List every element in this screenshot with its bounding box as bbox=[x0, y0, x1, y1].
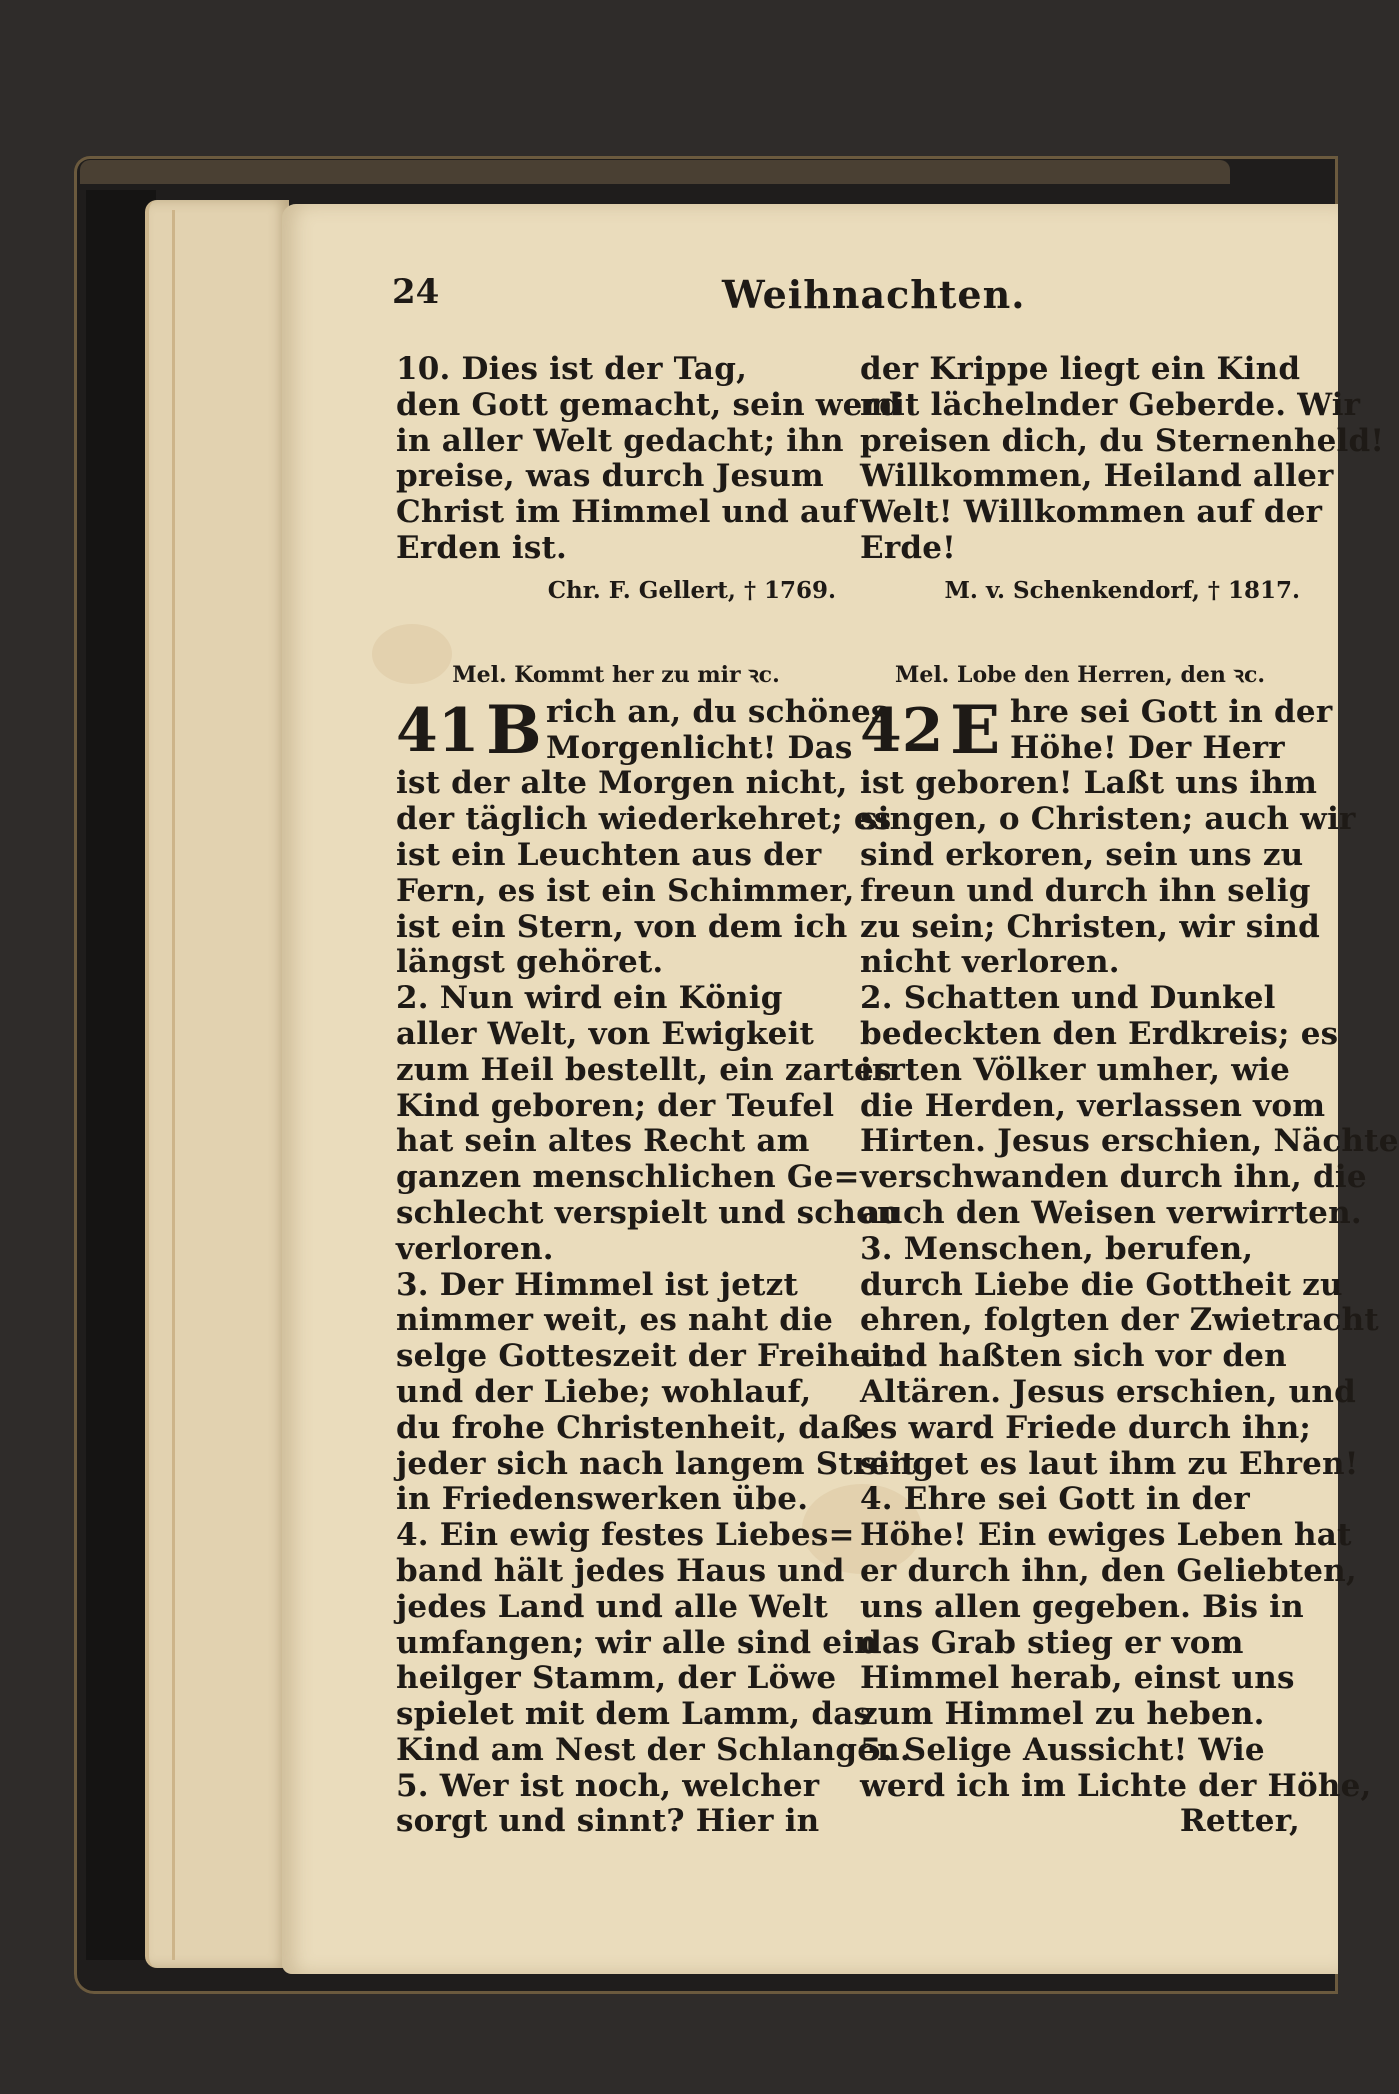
text-line: du frohe Christenheit, daß bbox=[396, 1409, 865, 1446]
drop-initial: E bbox=[950, 690, 1001, 769]
text-line: spielet mit dem Lamm, das bbox=[396, 1696, 872, 1733]
text-line: 10. Dies ist der Tag, bbox=[396, 351, 748, 387]
text-line: freun und durch ihn selig bbox=[860, 872, 1311, 909]
text-line: heilger Stamm, der Löwe bbox=[396, 1660, 837, 1697]
text-line: Altären. Jesus erschien, und bbox=[860, 1373, 1356, 1410]
drop-initial: B bbox=[486, 690, 542, 769]
verse-continuation bbox=[860, 351, 1385, 567]
text-line: 2. Nun wird ein König bbox=[396, 980, 783, 1017]
hymn-42-body bbox=[860, 765, 1399, 1804]
text-line: Erde! bbox=[860, 529, 956, 566]
text-line: Erden ist. bbox=[396, 529, 568, 566]
text-line: 4. Ein ewig festes Liebes= bbox=[396, 1517, 855, 1554]
text-line: rich an, du schönes bbox=[546, 693, 889, 730]
page-stack bbox=[145, 200, 289, 1968]
text-line: und haßten sich vor den bbox=[860, 1338, 1287, 1375]
text-line: ist der alte Morgen nicht, bbox=[396, 765, 848, 802]
text-line: auch den Weisen verwirrten. bbox=[860, 1194, 1362, 1231]
text-line: Fern, es ist ein Schimmer, bbox=[396, 872, 855, 909]
text-line: schlecht verspielt und schon bbox=[396, 1194, 900, 1231]
text-line: 3. Menschen, berufen, bbox=[860, 1230, 1254, 1267]
text-line: zu sein; Christen, wir sind bbox=[860, 908, 1321, 945]
text-line: zum Heil bestellt, ein zartes bbox=[396, 1051, 892, 1088]
text-line: es ward Friede durch ihn; bbox=[860, 1409, 1312, 1446]
hymn-heading bbox=[860, 690, 1333, 769]
text-line: die Herden, verlassen vom bbox=[860, 1087, 1326, 1124]
text-line: Himmel herab, einst uns bbox=[860, 1660, 1295, 1697]
text-line: Hirten. Jesus erschien, Nächte bbox=[860, 1123, 1399, 1160]
book-cover-edge bbox=[80, 160, 1230, 184]
text-line: umfangen; wir alle sind ein bbox=[396, 1624, 877, 1661]
right-column bbox=[860, 351, 1399, 1840]
text-line: mit lächelnder Geberde. Wir bbox=[860, 386, 1361, 423]
text-line: Kind geboren; der Teufel bbox=[396, 1087, 835, 1124]
text-line: bedeckten den Erdkreis; es bbox=[860, 1015, 1339, 1052]
text-line: das Grab stieg er vom bbox=[860, 1624, 1244, 1661]
verse-10 bbox=[396, 351, 902, 567]
hymn-heading bbox=[396, 690, 889, 769]
melody-note: Mel. Lobe den Herren, den ꝛc. bbox=[894, 661, 1266, 688]
text-line: sind erkoren, sein uns zu bbox=[860, 836, 1304, 873]
text-line: in Friedenswerken übe. bbox=[396, 1481, 809, 1518]
text-line: ist ein Leuchten aus der bbox=[396, 836, 822, 873]
text-line: preisen dich, du Sternenheld! bbox=[860, 422, 1385, 459]
text-line: Welt! Willkommen auf der bbox=[860, 494, 1323, 531]
text-line: Morgenlicht! Das bbox=[546, 729, 853, 766]
text-line: ist geboren! Laßt uns ihm bbox=[860, 765, 1318, 802]
text-line: der täglich wiederkehret; es bbox=[396, 801, 892, 838]
running-title: Weihnachten. bbox=[722, 272, 1026, 317]
text-line: verloren. bbox=[396, 1230, 554, 1267]
text-line: der Krippe liegt ein Kind bbox=[860, 351, 1301, 387]
page-number: 24 bbox=[392, 272, 440, 312]
hymn-author: Chr. F. Gellert, † 1769. bbox=[547, 576, 836, 604]
text-line: 5. Wer ist noch, welcher bbox=[396, 1767, 820, 1804]
text-line: hat sein altes Recht am bbox=[396, 1123, 810, 1160]
melody-note: Mel. Kommt her zu mir ꝛc. bbox=[452, 661, 780, 688]
page-header bbox=[392, 272, 1292, 332]
text-line: band hält jedes Haus und bbox=[396, 1552, 845, 1589]
text-line: ehren, folgten der Zwietracht bbox=[860, 1302, 1379, 1339]
text-line: werd ich im Lichte der Höhe, bbox=[860, 1767, 1372, 1804]
text-line: zum Himmel zu heben. bbox=[860, 1696, 1265, 1733]
text-line: singen, o Christen; auch wir bbox=[860, 801, 1356, 838]
text-line: nicht verloren. bbox=[860, 944, 1120, 981]
page-stack-fold bbox=[172, 210, 175, 1960]
catchword: Retter, bbox=[1179, 1803, 1300, 1840]
text-line: den Gott gemacht, sein werd bbox=[396, 386, 902, 423]
text-line: verschwanden durch ihn, die bbox=[860, 1159, 1367, 1196]
text-line: Höhe! Der Herr bbox=[1010, 729, 1285, 766]
text-line: selge Gotteszeit der Freiheit bbox=[396, 1338, 897, 1375]
text-line: jeder sich nach langem Streit bbox=[396, 1445, 916, 1482]
text-line: aller Welt, von Ewigkeit bbox=[396, 1015, 815, 1052]
text-line: Höhe! Ein ewiges Leben hat bbox=[860, 1517, 1352, 1554]
text-line: in aller Welt gedacht; ihn bbox=[396, 422, 844, 459]
text-line: 3. Der Himmel ist jetzt bbox=[396, 1266, 798, 1303]
text-line: preise, was durch Jesum bbox=[396, 458, 824, 495]
hymn-author: M. v. Schenkendorf, † 1817. bbox=[944, 576, 1300, 604]
text-line: nimmer weit, es naht die bbox=[396, 1302, 834, 1339]
text-line: Willkommen, Heiland aller bbox=[860, 458, 1334, 495]
hymn-41-body bbox=[396, 765, 916, 1840]
text-line: und der Liebe; wohlauf, bbox=[396, 1373, 812, 1410]
text-line: ist ein Stern, von dem ich bbox=[396, 908, 848, 945]
text-line: durch Liebe die Gottheit zu bbox=[860, 1266, 1343, 1303]
text-line: jedes Land und alle Welt bbox=[396, 1588, 829, 1625]
text-line: Kind am Nest der Schlangen. bbox=[396, 1731, 911, 1768]
text-line: Christ im Himmel und auf bbox=[396, 494, 857, 531]
hymn-number: 41 bbox=[396, 695, 480, 766]
text-line: ganzen menschlichen Ge= bbox=[396, 1159, 860, 1196]
text-line: 4. Ehre sei Gott in der bbox=[860, 1481, 1250, 1518]
text-line: uns allen gegeben. Bis in bbox=[860, 1588, 1304, 1625]
text-line: er durch ihn, den Geliebten, bbox=[860, 1552, 1357, 1589]
text-line: singet es laut ihm zu Ehren! bbox=[860, 1445, 1359, 1482]
text-line: längst gehöret. bbox=[396, 944, 664, 981]
text-line: irrten Völker umher, wie bbox=[860, 1051, 1291, 1088]
text-line: 5. Selige Aussicht! Wie bbox=[860, 1731, 1265, 1768]
text-line: 2. Schatten und Dunkel bbox=[860, 980, 1276, 1017]
text-line: sorgt und sinnt? Hier in bbox=[396, 1803, 820, 1840]
hymn-number: 42 bbox=[860, 695, 944, 766]
text-line: hre sei Gott in der bbox=[1010, 693, 1333, 730]
